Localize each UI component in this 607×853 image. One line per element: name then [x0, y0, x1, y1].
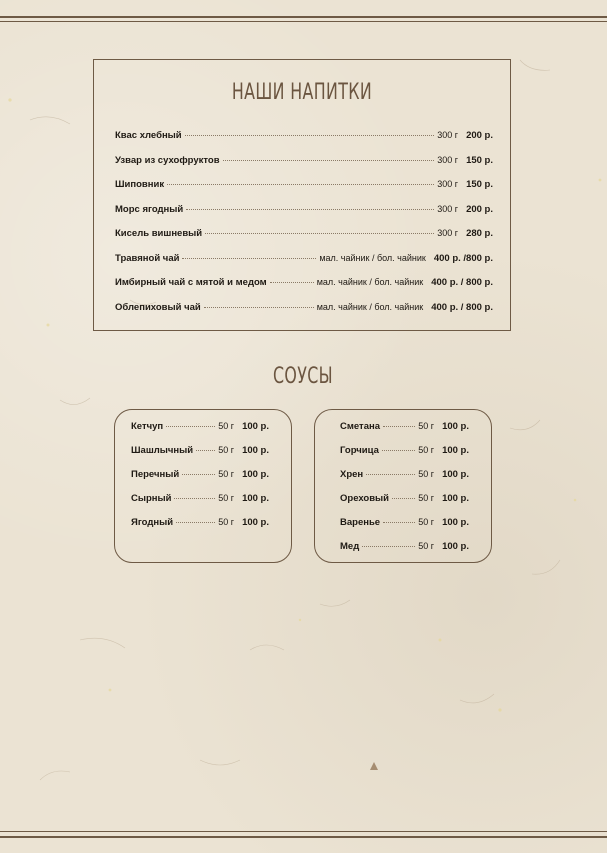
item-name: Облепиховый чай [115, 301, 201, 313]
item-name: Узвар из сухофруктов [115, 154, 220, 166]
drinks-title: НАШИ НАПИТКИ [231, 80, 373, 105]
item-quantity: 50 г [218, 493, 235, 503]
leader-dots [382, 450, 415, 451]
item-name: Ягодный [131, 517, 174, 528]
sauce-item [340, 517, 469, 528]
item-name: Перечный [131, 469, 180, 480]
item-price: 100 р. [442, 493, 469, 504]
item-price: 150 р. [466, 179, 493, 190]
sauce-item [131, 517, 269, 528]
item-quantity: 50 г [218, 469, 235, 479]
leader-dots [176, 522, 215, 523]
leader-dots [174, 498, 215, 499]
leader-dots [166, 426, 215, 427]
item-name: Шиповник [115, 179, 165, 190]
item-price: 100 р. [442, 541, 469, 552]
drink-item [115, 253, 493, 264]
sauces-title: СОУСЫ [272, 364, 334, 389]
leader-dots [204, 307, 314, 308]
item-quantity: 50 г [418, 421, 435, 431]
sauce-item [131, 421, 269, 432]
leader-dots [182, 474, 215, 475]
item-quantity: мал. чайник / бол. чайник [316, 301, 424, 312]
item-price: 100 р. [442, 445, 469, 456]
drink-item [115, 179, 493, 190]
sauce-item [131, 469, 269, 480]
item-price: 100 р. [442, 421, 469, 432]
leader-dots [167, 184, 434, 185]
sauces-left-frame [114, 409, 292, 563]
item-name: Хрен [340, 469, 364, 480]
leader-dots [182, 258, 316, 259]
item-quantity: 50 г [418, 469, 435, 479]
bottom-rule [0, 836, 607, 838]
top-rule-thin [0, 21, 607, 22]
item-price: 280 р. [466, 228, 493, 239]
item-name: Варенье [340, 517, 381, 528]
leader-dots [383, 426, 415, 427]
leader-dots [392, 498, 415, 499]
item-quantity: 50 г [218, 445, 235, 455]
item-name: Ореховый [340, 493, 389, 504]
item-quantity: 50 г [218, 517, 235, 527]
sauce-item [340, 493, 469, 504]
item-quantity: 50 г [418, 541, 435, 551]
leader-dots [186, 209, 434, 210]
item-quantity: 300 г [437, 228, 459, 238]
drink-item [115, 277, 493, 288]
item-quantity: 50 г [418, 493, 435, 503]
sauce-item [340, 469, 469, 480]
drink-item [115, 204, 493, 215]
top-rule [0, 16, 607, 18]
leader-dots [196, 450, 215, 451]
leader-dots [362, 546, 415, 547]
sauce-item [340, 421, 469, 432]
sauce-item [340, 445, 469, 456]
item-price: 100 р. [242, 493, 269, 504]
drink-item [115, 302, 493, 313]
leader-dots [185, 135, 435, 136]
item-price: 400 р. / 800 р. [431, 277, 493, 288]
item-name: Кисель вишневый [115, 228, 203, 239]
bottom-rule-thin [0, 831, 607, 832]
leader-dots [270, 282, 314, 283]
item-name: Горчица [340, 445, 379, 456]
item-price: 100 р. [242, 421, 269, 432]
sauce-item [131, 493, 269, 504]
item-name: Кетчуп [131, 421, 164, 432]
item-quantity: мал. чайник / бол. чайник [319, 252, 426, 263]
item-name: Сырный [131, 493, 172, 504]
item-name: Имбирный чай с мятой и медом [115, 277, 267, 288]
item-price: 150 р. [466, 154, 493, 166]
item-price: 200 р. [466, 203, 493, 215]
sauces-right-frame [314, 409, 492, 563]
item-quantity: мал. чайник / бол. чайник [316, 277, 424, 287]
leader-dots [366, 474, 415, 475]
leader-dots [205, 233, 434, 234]
item-name: Шашлычный [131, 445, 194, 456]
item-quantity: 50 г [218, 421, 235, 431]
item-quantity: 50 г [418, 445, 435, 455]
item-price: 100 р. [242, 517, 269, 528]
item-price: 400 р. / 800 р. [431, 301, 493, 313]
item-price: 200 р. [466, 130, 493, 141]
drink-item [115, 155, 493, 166]
sauce-item [340, 541, 469, 552]
item-price: 100 р. [442, 517, 469, 528]
item-price: 100 р. [242, 445, 269, 456]
leader-dots [223, 160, 435, 161]
item-name: Сметана [340, 421, 381, 432]
item-price: 100 р. [242, 469, 269, 480]
item-price: 400 р. /800 р. [433, 252, 493, 264]
leader-dots [383, 522, 415, 523]
sauce-item [131, 445, 269, 456]
item-quantity: 300 г [437, 154, 459, 165]
item-price: 100 р. [442, 469, 469, 480]
drink-item [115, 228, 493, 239]
drink-item [115, 130, 493, 141]
item-quantity: 50 г [418, 517, 435, 527]
item-name: Травяной чай [115, 252, 180, 264]
item-quantity: 300 г [437, 130, 459, 140]
item-quantity: 300 г [437, 179, 459, 189]
item-quantity: 300 г [437, 203, 459, 214]
item-name: Морс ягодный [115, 203, 184, 215]
item-name: Квас хлебный [115, 130, 182, 141]
item-name: Мед [340, 541, 360, 552]
